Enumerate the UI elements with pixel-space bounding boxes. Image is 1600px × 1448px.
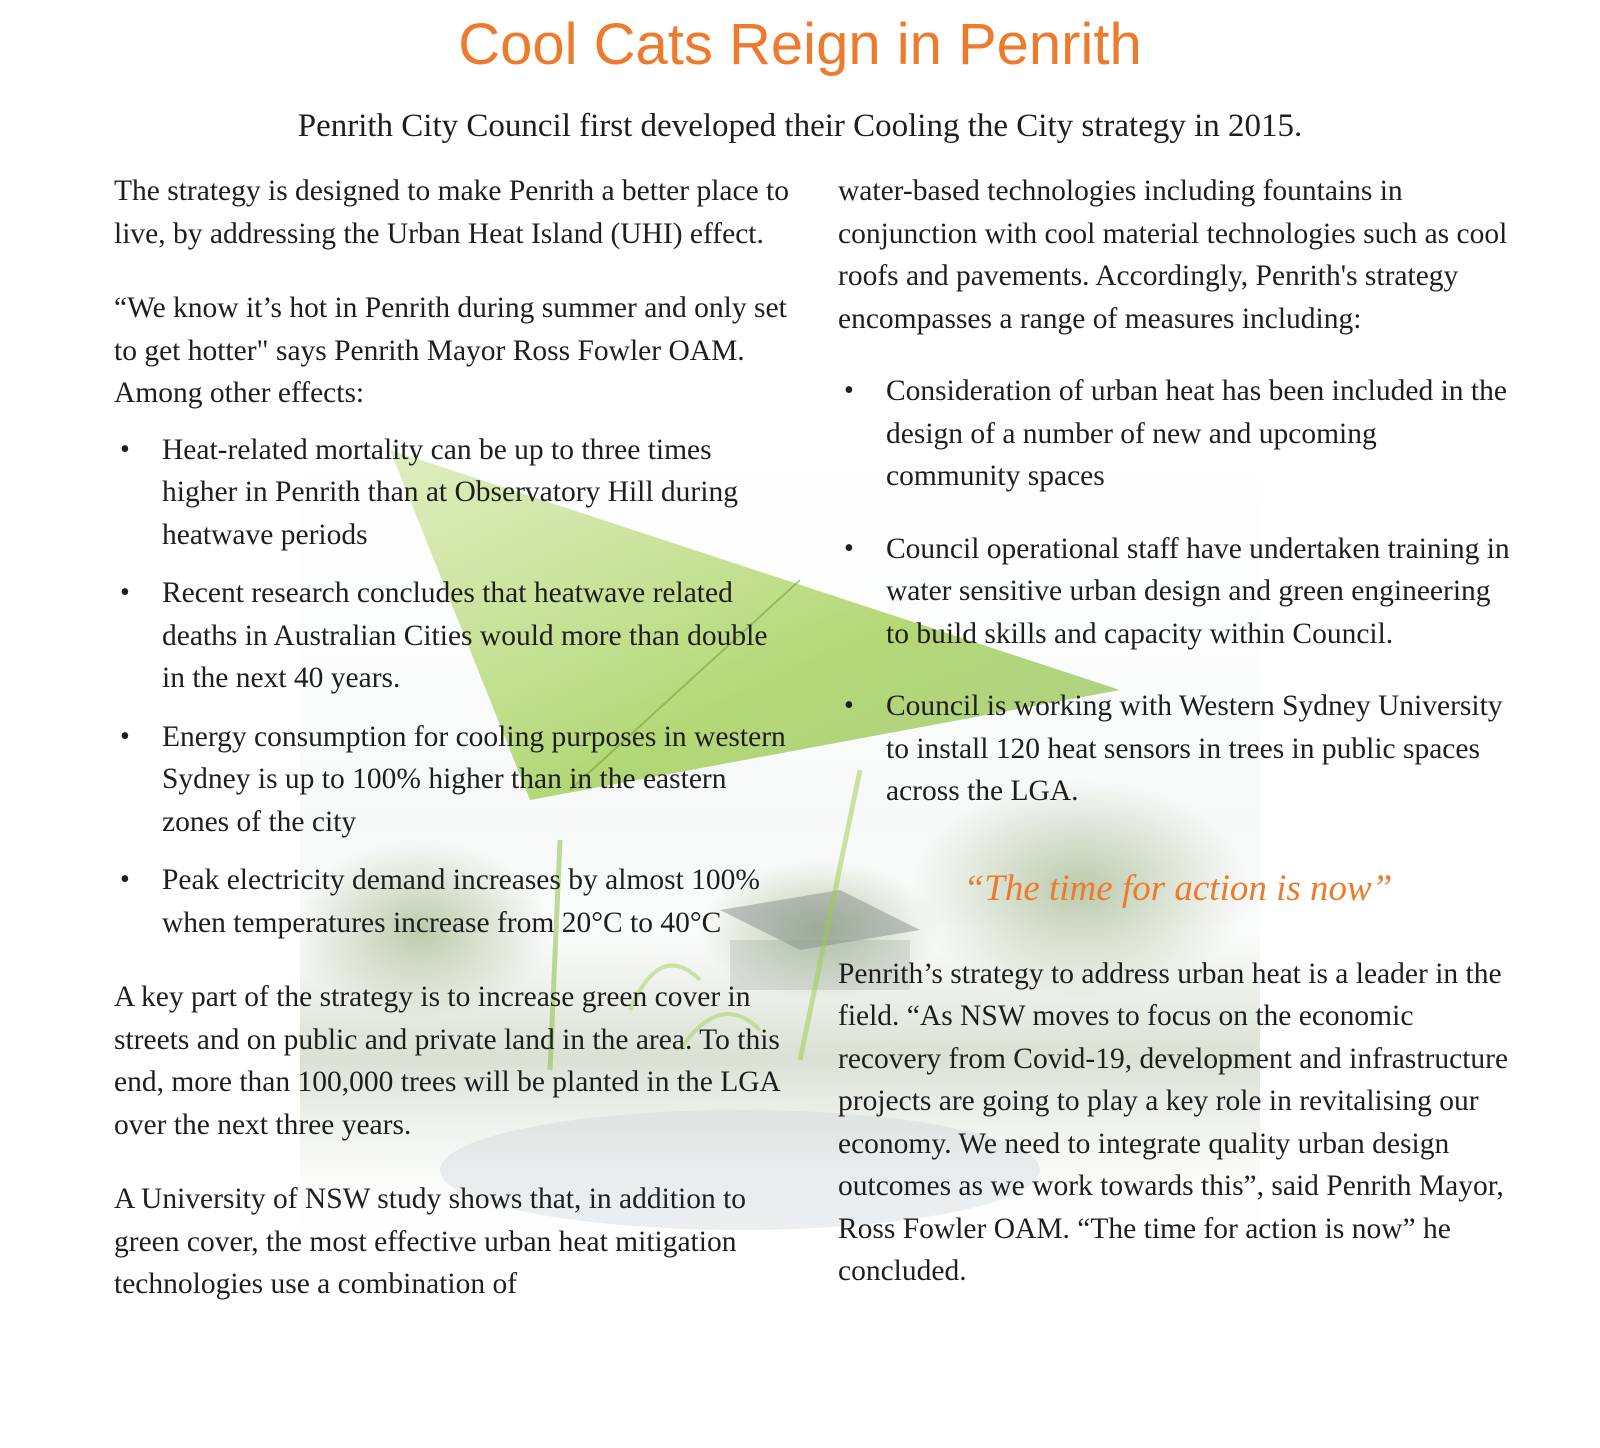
list-item: • Peak electricity demand increases by almost 100% when temperatures increase from 20°C to 40°C bbox=[114, 859, 794, 944]
mayor-quote-paragraph: “We know it’s hot in Penrith during summer and only set to get hotter" says Penrith Mayor Ross Fowler OAM. Among other effects: bbox=[114, 292, 787, 409]
list-item: • Council is working with Western Sydney University to install 120 heat sensors in trees in public spaces across the LGA. bbox=[838, 685, 1518, 813]
right-column bbox=[838, 170, 1518, 1293]
unsw-study-paragraph: A University of NSW study shows that, in addition to green cover, the most effective urban heat mitigation technologies use a combination of bbox=[114, 1183, 747, 1300]
green-cover-paragraph: A key part of the strategy is to increase green cover in streets and on public and private land in the area. To this end, more than 100,000 trees will be planted in the LGA over the next three years. bbox=[114, 981, 780, 1141]
list-item: • Consideration of urban heat has been included in the design of a number of new and upcoming community spaces bbox=[838, 370, 1518, 498]
intro-paragraph: The strategy is designed to make Penrith a better place to live, by addressing the Urban Heat Island (UHI) effect. bbox=[114, 175, 789, 250]
page-subtitle: Penrith City Council first developed their Cooling the City strategy in 2015. bbox=[297, 108, 1303, 144]
pull-quote: “The time for action is now” bbox=[963, 867, 1393, 909]
left-column bbox=[114, 170, 794, 1306]
list-item: • Council operational staff have undertaken training in water sensitive urban design and green engineering to build skills and capacity within Council. bbox=[838, 528, 1518, 656]
technologies-paragraph: water-based technologies including fountains in conjunction with cool material technologies such as cool roofs and pavements. Accordingly, Penrith's strategy encompasses a range of measures including: bbox=[838, 175, 1508, 335]
effects-list bbox=[114, 429, 794, 945]
measures-list bbox=[838, 370, 1518, 813]
page-title: Cool Cats Reign in Penrith bbox=[458, 12, 1142, 77]
list-item: • Recent research concludes that heatwave related deaths in Australian Cities would more than double in the next 40 years. bbox=[114, 572, 794, 700]
list-item: • Heat-related mortality can be up to three times higher in Penrith than at Observatory Hill during heatwave periods bbox=[114, 429, 794, 557]
list-item: • Energy consumption for cooling purposes in western Sydney is up to 100% higher than in the eastern zones of the city bbox=[114, 716, 794, 844]
closing-paragraph: Penrith’s strategy to address urban heat is a leader in the field. “As NSW moves to focus on the economic recovery from Covid-19, development and infrastructure projects are going to play a key role in revitalising our economy. We need to integrate quality urban design outcomes as we work towards this”, said Penrith Mayor, Ross Fowler OAM. “The time for action is now” he concluded. bbox=[838, 957, 1509, 1287]
